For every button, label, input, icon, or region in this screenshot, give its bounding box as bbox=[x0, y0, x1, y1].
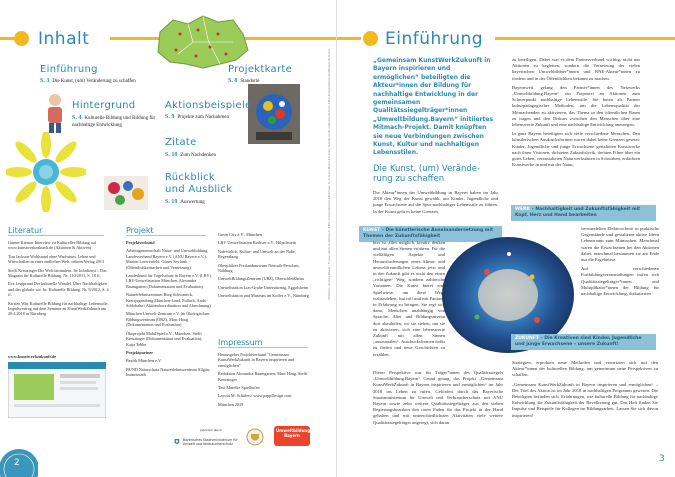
toc-desc: Auswertung bbox=[180, 200, 205, 205]
callout-werk: WERK – Nachhaltigkeit und Zukunftsfähigkeit mit Kopf, Herz und Hand bearbeiten bbox=[511, 205, 656, 221]
body-paragraph: Auf verschiedenen Fortbildungsveranstaltungen trafen sich Qualitätssiegelträger*innen und Multiplikator*innen der Bildung für nachhaltige Entwicklung, diskutierten bbox=[581, 266, 659, 297]
yellow-flower-photo bbox=[6, 132, 86, 212]
page-title-einfuehrung: Einführung bbox=[385, 29, 484, 49]
toc-heading-zitate: Zitate bbox=[165, 137, 197, 148]
org-entry: Green City e.V., München bbox=[218, 232, 262, 237]
projekt-entry: Arbeitsgemeinschaft Natur- und Umweltbildung, Landesverband Bayern e.V. (ANU Bayern e.V.), Marion Loewenfeld, Günes Seyfarth (Öffentlichkeitsarbeit und Vernetzung) bbox=[126, 248, 209, 270]
body-paragraph: Bayernweit gelang den Partner*innen des Netzwerks „Umweltbildung.Bayern“ ein Potpourri an Aktionen zum Schwerpunkt nachhaltige Lebensstile. Sie boten als Partner kulturpädagogischer Methoden, um die Lebensqualität der Mitmachenden zu aktivieren, das Thema in den öffentlichen Raum zu tragen und den Diskurs zwischen den Menschen über eine lebenswerte Zukunft und eine nachhaltige Entwicklung anzuregen. bbox=[512, 84, 640, 128]
callout-key: WERK bbox=[515, 207, 530, 212]
body-col2-top bbox=[512, 57, 640, 171]
body-col1-b bbox=[373, 370, 503, 429]
body-paragraph: Dieser Perspektive war für Träger*innen des Qualitätssiegels „Umweltbildung.Bayern“ Grund genug, das Projekt „Gemeinsam KunstWerkZukunft in Bayern inspirieren und ermöglichen“ im Jahr 2018 ins Leben zu rufen. Gefördert durch das Bayerische Staatsministerium für Umwelt und Verbraucherschutz mit ANU Bayern sowie zehn weitere Qualitätssiegelträger aus den sieben Regierungsbezirken den roten Faden für das Projekt in der Hand gehalten und mit unterschiedlichsten Aktivitäten viele weitere Qualitätssiegelträger angeregt, sich daran bbox=[373, 370, 503, 425]
crafts-photo bbox=[104, 176, 148, 210]
header-dot-icon bbox=[363, 31, 378, 46]
felt-art-photo bbox=[248, 84, 300, 144]
page-number-right: 3 bbox=[659, 454, 665, 464]
projekt-entry: München Umwelt-Zentrum e.V. im Ökologischen Bildungszentrum (ÖBZ), Marc Haug (Dokumentation und Evaluation) bbox=[126, 311, 210, 328]
toc-heading-ausblick: und Ausblick bbox=[165, 184, 233, 195]
org-list bbox=[218, 232, 314, 302]
body-paragraph: „Gemeinsam KunstWerkZukunft in Bayern inspirieren und ermöglichen“ – Der Titel des Aktion ist im Jahr 2018 in nachhaltigen Programm gewesen. Die Beteiligten befinden sich, Erfahrungen, wie kulturelle Bildung für nachhaltige Entwicklung die Zukunftsfähigkeit der Bevölkerung gut. Das Heft finden Sie Impulse und Beispiele für Kollegen im Bildungsarbeit. Lassen Sie sich davon inspirieren! bbox=[512, 381, 658, 418]
toc-entry-einfuehrung[interactable] bbox=[40, 78, 136, 84]
lead-paragraph: „Gemeinsam KunstWerkZukunft in Bayern inspirieren und ermöglichen“ beteiligten die Akteur*innen der Bildung für nachhaltige Entwicklung in der gemeinsamen Qualitätssiegelträger*innen „Umweltbildung.Bayern“ initiiertes Mitmach-Projekt. Damit knüpften sie neue Verbindungen zwischen Kunst, Kultur und nachhaltigen Lebensstilen. bbox=[373, 57, 494, 157]
page-number-left: 2 bbox=[14, 458, 20, 468]
toc-entry-zitate[interactable] bbox=[165, 152, 216, 158]
projekt-list bbox=[126, 240, 212, 381]
projekt-heading: Projekt bbox=[126, 226, 206, 236]
toc-desc: Standorte bbox=[240, 79, 260, 84]
toc-page: S. 8 bbox=[228, 78, 238, 84]
ministry-logo bbox=[174, 436, 244, 448]
callout-key: ZUKUNFT bbox=[515, 336, 539, 341]
impressum-entry: Herausgeber Projektverbund "Gemeinsam KunstWerkZukunft in Bayern inspirieren und ermöglichen" bbox=[218, 352, 295, 368]
header-rule-right bbox=[495, 37, 675, 40]
partner-entry: Bezirk München e.V. bbox=[126, 358, 162, 364]
header-rule-left bbox=[337, 37, 361, 40]
ministry-name: Bayerisches Staatsministerium für Umwelt und Verbraucherschutz bbox=[182, 438, 238, 446]
projekt-entry: Naturerlebniszentrum Burg Schwaneck, Kreisjugendring München-Land, Pullach, Anda Schlehahn (Aktionskoordination und Abrechnung) bbox=[126, 292, 211, 309]
toc-desc: Projekte zum Nachahmen bbox=[177, 115, 229, 120]
body-paragraph: zu beteiligen. Dabei war es dem Partnerverbund wichtig, nicht nur Aktionen zu begleiten, sondern die Vernetzung der vielen bayerischen Umweltbildner*innen und BNE-Akteur*innen zu fördern und in der Öffentlichkeit bekannt zu machen. bbox=[512, 57, 640, 81]
callout-text: Nachhaltigkeit und Zukunftsfähigkeit mit Kopf, Herz und Hand bearbeiten bbox=[515, 207, 641, 218]
callout-kunst: KUNST – Die künstlerische Auseinandersetzung mit Themen der Zukunftsfähigkeit bbox=[359, 226, 502, 242]
right-page bbox=[337, 0, 675, 477]
toc-desc: Zum Nachdenken bbox=[180, 153, 217, 158]
impressum-entry: Text Mareike Spielhofen bbox=[218, 385, 260, 391]
org-entry: LBV Umweltstation Rothsee e.V., Hilpoltstein bbox=[218, 240, 296, 246]
page-title-inhalt: Inhalt bbox=[38, 29, 90, 49]
callout-text: Die Kreativen sind Kinder, Jugendliche und junge Erwachsene – unsere Zukunft! bbox=[515, 336, 642, 347]
body-paragraph: hier ist alles möglich, kreativ denken und mit allen Sinnen erfahren. Für die vielfältigen Aspekte und Herausforderungen eines klima- und umweltfreundlichen Lebens jetzt und in der Zukunft gibt es nicht den einen „richtigen“ Weg, sondern zahlreiche Varianten. Die Kunst bietet eine Spielwiese, um diese Wege wahrzuleben, lustvoll und mit Fantasie in Erfahrung zu bringen. Sie regt sich dann, Menschen unabhängig von Sprache, Alter und Bildungsniveau dort abzuholen, wo sie stehen, um sie zu aktivieren, sich eine lebenswerte Zukunft mit allen Sinnen „auszumalen“. Ausdrucksformen dafür zu finden und neue Geschichten zu erzählen. bbox=[373, 240, 445, 357]
literatur-heading: Literatur bbox=[8, 226, 104, 236]
org-entry: UmweltBildungsZentrum (UBZ), Oberschleißheim bbox=[218, 276, 304, 282]
literatur-entry: Kirsten Witt Kulturelle Bildung für nachhaltige Lebensstile. Impulsvortrag auf dem Seminar zu KunstWerkZukunft am 20.4.2018 in Nürnberg bbox=[8, 300, 109, 317]
impressum-entry: Redaktion Alexandra Baumgarten, Marc Haug, Steffi Kreuzinger bbox=[218, 371, 308, 382]
callout-text: Die künstlerische Auseinandersetzung mit Themen der Zukunftsfähigkeit bbox=[363, 228, 494, 239]
toc-heading-projektkarte: Projektkarte bbox=[228, 64, 293, 75]
projekttraeger-label: Projektverbund bbox=[126, 240, 155, 245]
org-entry: Nab-türlich, Kultur- und Umwelt an der Nabe, Regensburg bbox=[218, 248, 296, 260]
subheading-line: rung zu schaffen bbox=[373, 174, 445, 184]
website-link[interactable]: www.kunstwerkzukunft.de bbox=[8, 354, 57, 359]
org-entry: Oberpfälzer Freilandmuseum Neusath-Perschen, Nabburg bbox=[218, 262, 300, 274]
bavaria-crest-icon bbox=[174, 436, 180, 448]
section-subheading bbox=[373, 164, 498, 184]
toc-page: S. 18 bbox=[165, 152, 178, 158]
org-entry: Umweltstation Lias-Grube Unterstürmig, Eggolsheim bbox=[218, 284, 309, 290]
impressum-entry: München 2019 bbox=[218, 401, 244, 407]
bavaria-map bbox=[148, 12, 253, 72]
header-rule-left bbox=[0, 37, 14, 40]
projekt-entry: Ökoprojekt MobilSpiel e.V., München, Steffi Kreuzinger (Dokumentation und Evaluation), Katja Tebbe bbox=[126, 330, 203, 347]
left-page bbox=[0, 0, 336, 477]
toc-desc: Die Kunst, (um) Veränderung zu schaffen bbox=[52, 79, 136, 84]
org-entry: Umweltstation und Museum im Koffer e.V., Nürnberg bbox=[218, 293, 309, 299]
projektpartner-label: Projektpartner bbox=[126, 349, 154, 355]
toc-desc: Kulturelle Bildung und Bildung für nachhaltige Entwicklung bbox=[72, 116, 156, 128]
toc-heading-rueckblick: Rückblick bbox=[165, 172, 216, 183]
child-illustration bbox=[40, 92, 70, 134]
crest-logo-icon bbox=[246, 428, 264, 446]
impressum-entry: Layout M. Schäfers/ www.pappDesign.com bbox=[218, 393, 292, 399]
toc-entry-hintergrund[interactable] bbox=[72, 115, 156, 129]
toc-page: S. 9 bbox=[165, 114, 175, 120]
body-col1-a bbox=[373, 240, 445, 361]
body-col2-bottom bbox=[512, 360, 658, 422]
toc-entry-rueckblick[interactable] bbox=[165, 199, 205, 205]
toc-page: S. 3 bbox=[40, 78, 50, 84]
impressum-list bbox=[218, 352, 314, 410]
body-paragraph: Strategien, erprobten neue Methoden und vernetzten sich mit den Akteur*innen der kulturellen Bildung, um gemeinsam neue Perspektiven zu schaffen. bbox=[512, 360, 658, 378]
literatur-entry: Tim Jackson Wohlstand ohne Wachstum. Leben und Wirtschaften in einer endlichen Welt. oekom Verlag 2013 bbox=[8, 253, 105, 265]
toc-heading-hintergrund: Hintergrund bbox=[72, 100, 136, 111]
partner-entry: BUND Naturschutz Naturerlebniszentrum Allgäu, Immenstadt bbox=[126, 366, 210, 378]
toc-page: S. 19 bbox=[165, 199, 178, 205]
body-paragraph: verwandelten Elektroschrott in praktische Gegenstände und gestalteten aktive Ideen Lebensraum zum Mitmachen. Manchmal waren die Erwachsenen bei den Aktionen dabei, manchmal bestaunten sie am Ende nur die Ergebnisse. bbox=[581, 226, 659, 263]
subheading-line: Die Kunst, (um) Verände- bbox=[373, 164, 481, 174]
impressum-heading: Impressum bbox=[218, 338, 308, 348]
callout-zukunft: ZUKUNFT – Die Kreativen sind Kinder, Jugendliche und junge Erwachsene – unsere Zukunft! bbox=[511, 334, 656, 350]
literatur-entry: Eva Leipprand Der kulturelle Wandel. Über Nachhaltigkeit und das globale wir. In: Kulturelle Bildung. Nr. 9/2012, S. 4 ff. bbox=[8, 281, 109, 298]
funded-by-label: gefördert durch bbox=[200, 428, 222, 432]
literatur-entry: Steffi Kreuzinger Die Welt fairändern. In: Infodienst – Das Magazin für Kulturelle Bildung. Nr. 110/2013, S. 18 ff. bbox=[8, 267, 107, 279]
photo-credit: Titelfoto: Andrea Huber | Fotos: Aktiv Schönbach: LBV-Umweltstation München, S. 3: Karl-Heinz Lechner, Kinderwerk: Gabriele Sebold, LBV-Umweltzentrum Mensch & Natur bbox=[327, 49, 331, 300]
body-paragraph: In ganz Bayern beteiligten sich viele verschiedene Menschen. Den künstlerischen Ausdrucksformen waren dabei keine Grenzen gesetzt: Kinder, Jugendliche und junge Erwachsene gestalteten Kunstwerke nach ihren Visionen, dichteten Zukunftslyrik, drehten Filme über ein gutes Leben, veranstalteten Naturwerkstätten in Schwaben, erdachten Kunstwerke in und mit der Natur, bbox=[512, 131, 640, 168]
website-screenshot bbox=[8, 362, 106, 418]
toc-heading-einfuehrung: Einführung bbox=[40, 64, 98, 75]
intro-paragraph: Die Akteur*innen der Umweltbildung in Bayern haben im Jahr 2018 den Weg der Kunst gewählt, um Kinder, Jugendliche und junge Erwachsene auf die Spur nachhaltiger Lebensstile zu führen. In der Kunst geht es keine Grenzen, bbox=[373, 190, 498, 214]
toc-page: S. 4 bbox=[72, 115, 82, 121]
projekt-entry: Landesbund für Vogelschutz in Bayern e.V. (LBV), LBV-Umweltstation München, Alexandra Baumgarten (Dokumentation und Evaluation) bbox=[126, 273, 212, 289]
body-col2-mid bbox=[581, 226, 659, 300]
literatur-list bbox=[8, 240, 110, 320]
toc-entry-aktionsbeispiele[interactable] bbox=[165, 114, 229, 120]
callout-key: KUNST bbox=[363, 228, 381, 233]
literatur-entry: Günter Kiesner Interview zu Kultureller Bildung auf www.kunstwerkzukunft.de (Aktionen & Aktiven) bbox=[8, 240, 97, 251]
umweltbildung-badge: Umweltbildung. Bayern bbox=[274, 426, 310, 446]
header-dot-icon bbox=[14, 31, 29, 46]
toc-heading-aktionsbeispiele: Aktionsbeispiele bbox=[165, 100, 252, 111]
